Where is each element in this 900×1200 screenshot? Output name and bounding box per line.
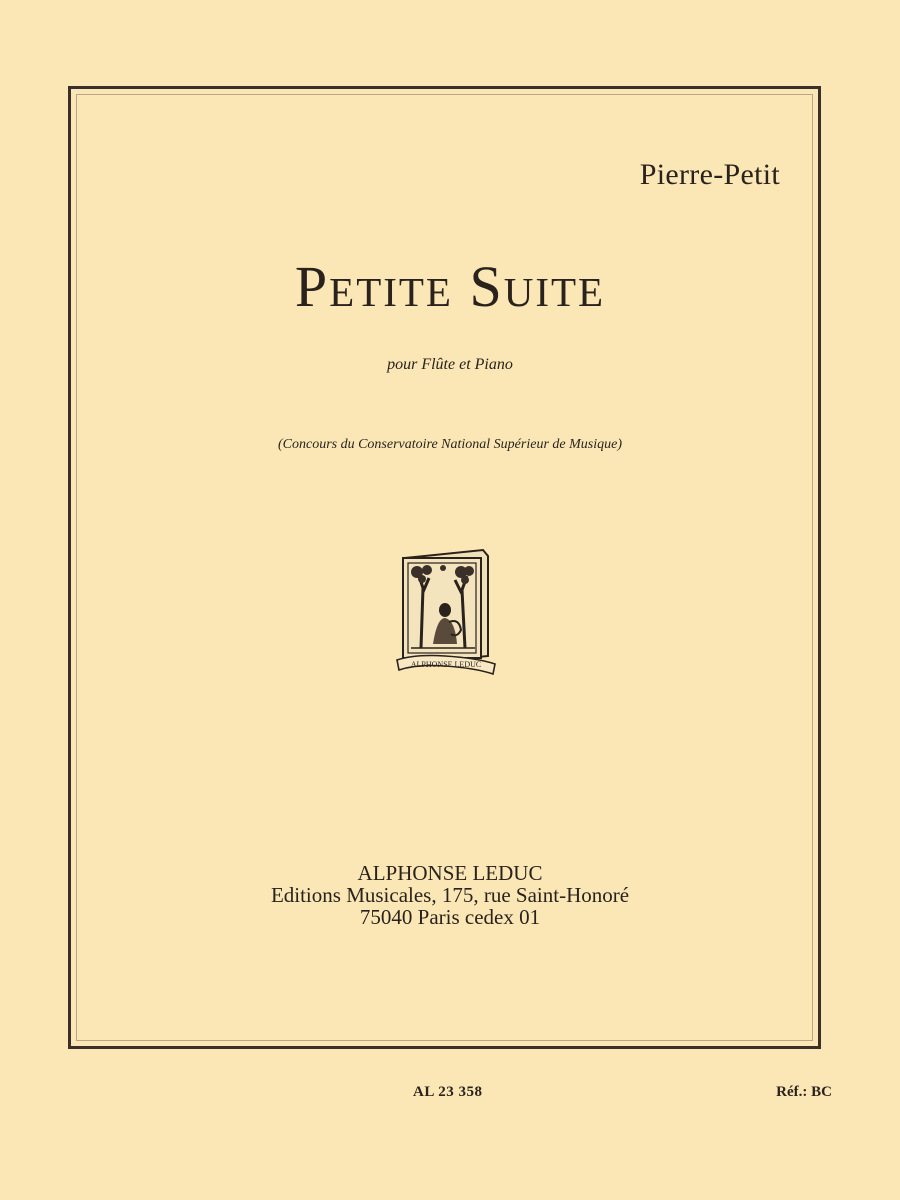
publisher-emblem-icon — [395, 548, 497, 680]
instrumentation: pour Flûte et Piano — [387, 356, 513, 373]
publisher-block — [0, 862, 900, 928]
composer-name: Pierre-Petit — [639, 158, 780, 191]
reference-code: Réf.: BC — [776, 1084, 832, 1100]
publisher-address-line-1: Editions Musicales, 175, rue Saint-Honoré — [270, 883, 630, 907]
publisher-address-line-2: 75040 Paris cedex 01 — [359, 905, 541, 929]
publisher-name: ALPHONSE LEDUC — [357, 861, 543, 885]
emblem-ribbon-text: ALPHONSE LEDUC — [410, 660, 482, 669]
catalog-number: AL 23 358 — [413, 1084, 483, 1100]
competition-note: (Concours du Conservatoire National Supérieur de Musique) — [277, 437, 622, 452]
work-title: Petite Suite — [294, 254, 606, 319]
emblem-figure-head — [439, 603, 451, 617]
